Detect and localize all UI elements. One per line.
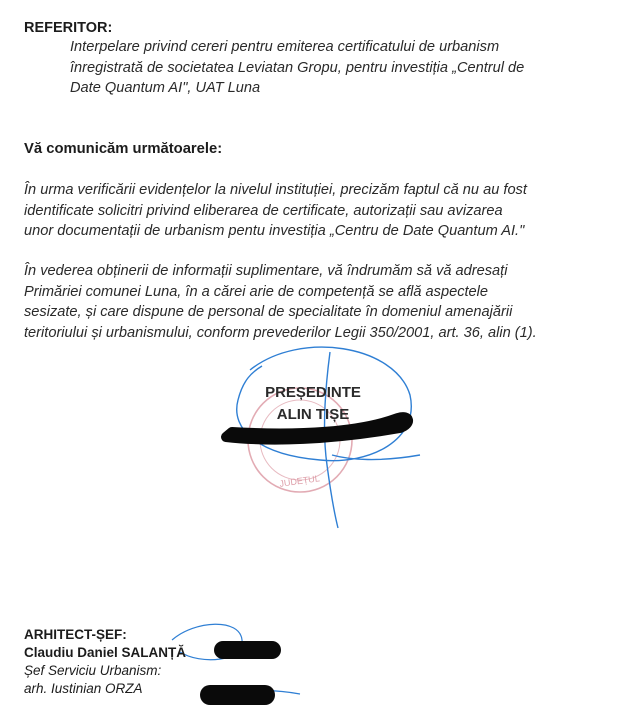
intro-heading: Vă comunicăm următoarele: <box>24 141 223 157</box>
paragraph-line: teritoriului și urbanismului, conform prevederilor Legii 350/2001, art. 36, alin (1). <box>24 324 537 341</box>
redaction-mark <box>214 641 281 659</box>
paragraph-line: Primăriei comunei Luna, în a cărei arie de competență se află aspectele <box>24 283 489 300</box>
service-name: arh. Iustinian ORZA <box>24 681 143 696</box>
paragraph-line: identificate solicitri privind eliberarea de certificate, autorizații sau avizarea <box>24 202 503 219</box>
architect-name: Claudiu Daniel SALANȚĂ <box>24 645 187 660</box>
redaction-mark <box>200 685 275 705</box>
paragraph-line: În urma verificării evidențelor la nivelul instituției, precizăm faptul că nu au fost <box>24 182 527 198</box>
architect-title: ARHITECT-ȘEF: <box>24 627 127 642</box>
subject-line: Interpelare privind cereri pentru emiterea certificatului de urbanism <box>70 39 500 55</box>
subject-line: Date Quantum AI", UAT Luna <box>70 80 261 96</box>
president-name: ALIN TIȘE <box>276 406 350 423</box>
president-title: PREȘEDINTE <box>265 384 361 401</box>
service-title: Șef Serviciu Urbanism: <box>24 663 162 678</box>
paragraph-line: sesizate, și care dispune de personal de specialitate în domeniul amenajării <box>24 304 513 320</box>
subject-line: înregistrată de societatea Leviatan Gropu, pentru investiția „Centrul de <box>70 59 525 76</box>
paragraph-line: În vederea obținerii de informații suplimentare, vă îndrumăm să vă adresați <box>24 263 508 279</box>
stamp-text: JUDEȚUL <box>278 473 321 489</box>
paragraph-line: unor documentații de urbanism pentu investiția „Centru de Date Quantum AI." <box>24 223 525 239</box>
referitor-label: REFERITOR: <box>24 20 113 36</box>
